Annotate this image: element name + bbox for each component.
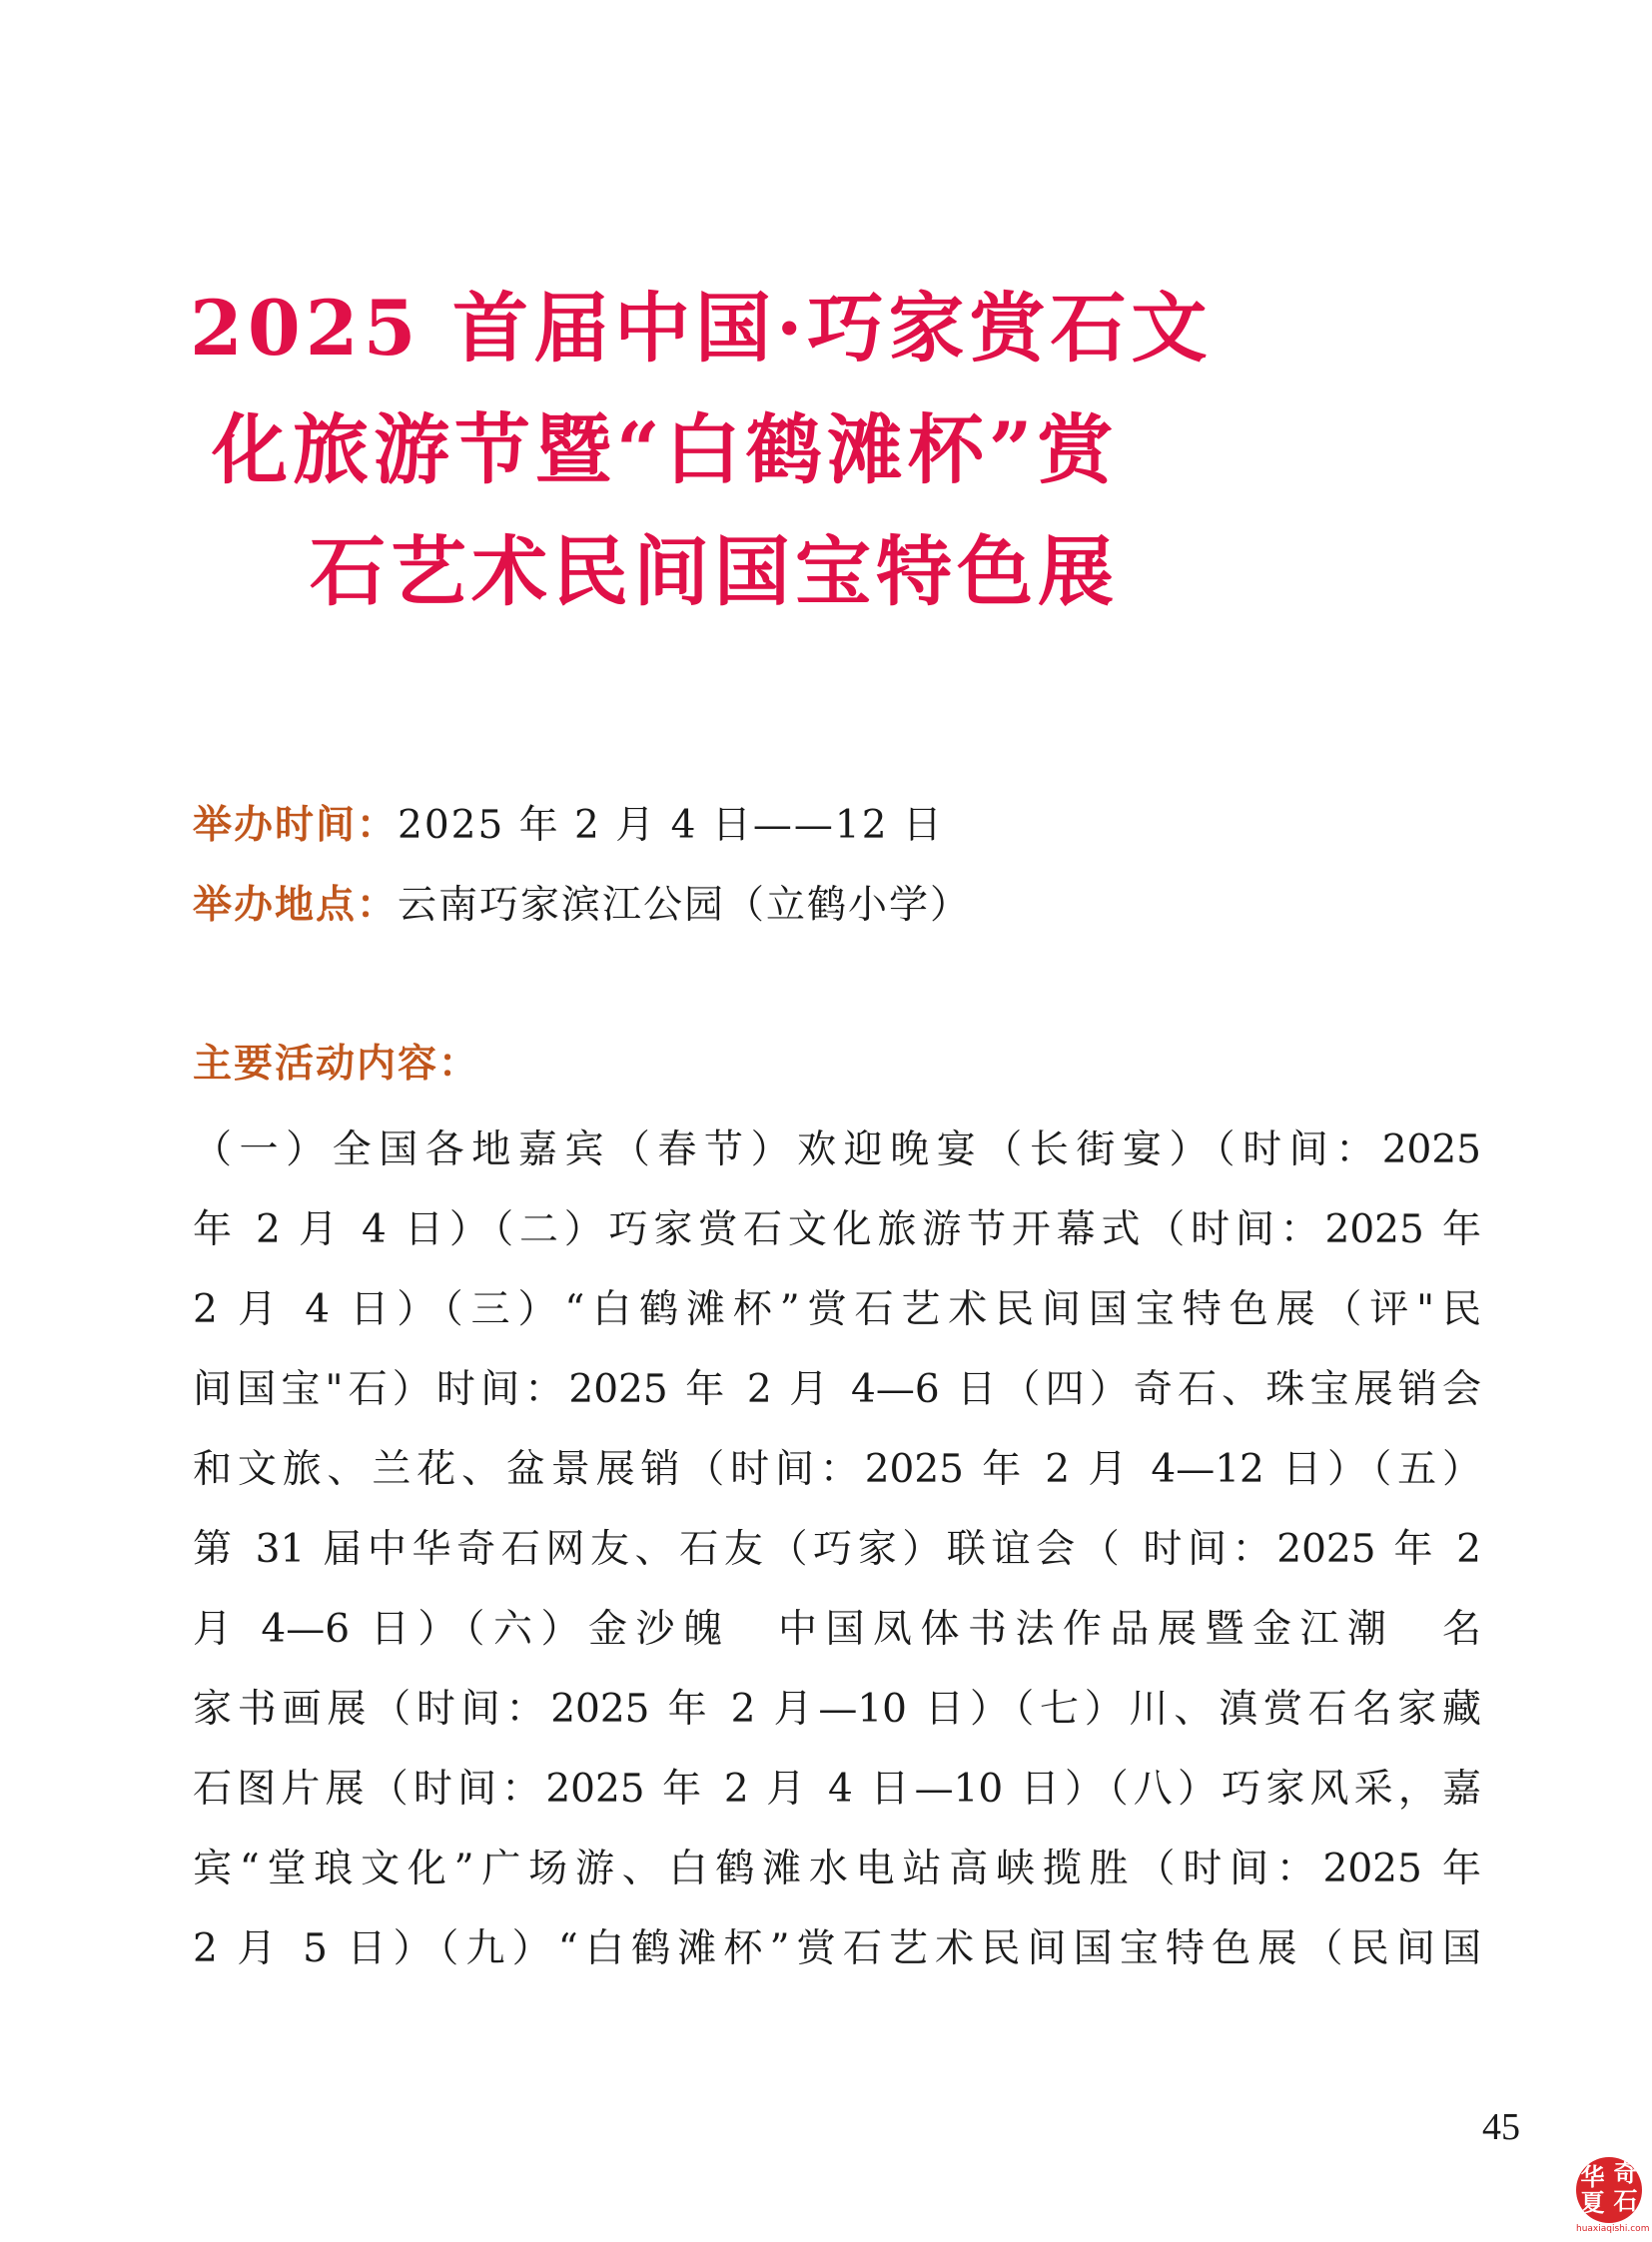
page-number: 45 <box>1482 2106 1520 2148</box>
activities-body <box>193 1119 1481 1997</box>
activities-line: 宾“堂琅文化”广场游、白鹤滩水电站高峡揽胜（时间：2025 年 <box>193 1847 1481 1891</box>
activities-line: （一）全国各地嘉宾（春节）欢迎晚宴（长街宴）（时间：2025 <box>193 1127 1481 1172</box>
activities-line: 第 31 届中华奇石网友、石友（巧家）联谊会（ 时间：2025 年 2 <box>193 1527 1481 1572</box>
watermark-seal <box>1576 2157 1642 2223</box>
event-place-row <box>193 881 1481 930</box>
activities-line: 2 月 5 日）（九）“白鹤滩杯”赏石艺术民间国宝特色展（民间国 <box>193 1926 1481 1971</box>
watermark-url: huaxiaqishi.com <box>1576 2224 1650 2234</box>
watermark-char: 石 <box>1613 2187 1638 2215</box>
watermark-char: 奇 <box>1613 2159 1638 2187</box>
activities-heading: 主要活动内容： <box>193 1041 480 1087</box>
activities-line: 家书画展（时间：2025 年 2 月—10 日）（七）川、滇赏石名家藏 <box>193 1687 1481 1732</box>
event-time-label: 举办时间： <box>193 802 399 848</box>
watermark-char: 华 <box>1580 2163 1605 2191</box>
watermark-char: 夏 <box>1580 2189 1605 2217</box>
activities-line: 年 2 月 4 日）（二）巧家赏石文化旅游节开幕式（时间：2025 年 <box>193 1207 1481 1252</box>
activities-line: 和文旅、兰花、盆景展销（时间：2025 年 2 月 4—12 日）（五） <box>193 1447 1481 1492</box>
activities-line: 间国宝"石）时间：2025 年 2 月 4—6 日（四）奇石、珠宝展销会 <box>193 1367 1481 1412</box>
event-time-value: 2025 年 2 月 4 日——12 日 <box>398 803 944 848</box>
event-time-row <box>193 801 1481 850</box>
activities-line: 2 月 4 日）（三）“白鹤滩杯”赏石艺术民间国宝特色展（评"民 <box>193 1287 1481 1332</box>
activities-line: 石图片展（时间：2025 年 2 月 4 日—10 日）（八）巧家风采，嘉 <box>193 1767 1481 1812</box>
title-line-1: 2025 首届中国·巧家赏石文 <box>190 284 1213 373</box>
title-line-3: 石艺术民间国宝特色展 <box>310 527 1119 616</box>
page-title <box>190 268 1428 633</box>
event-place-value: 云南巧家滨江公园（立鹤小学） <box>398 883 972 928</box>
title-line-2: 化旅游节暨“白鹤滩杯”赏 <box>212 405 1119 494</box>
activities-line: 月 4—6 日）（六）金沙魄 中国凤体书法作品展暨金江潮 名 <box>193 1607 1481 1652</box>
event-place-label: 举办地点： <box>193 882 399 928</box>
